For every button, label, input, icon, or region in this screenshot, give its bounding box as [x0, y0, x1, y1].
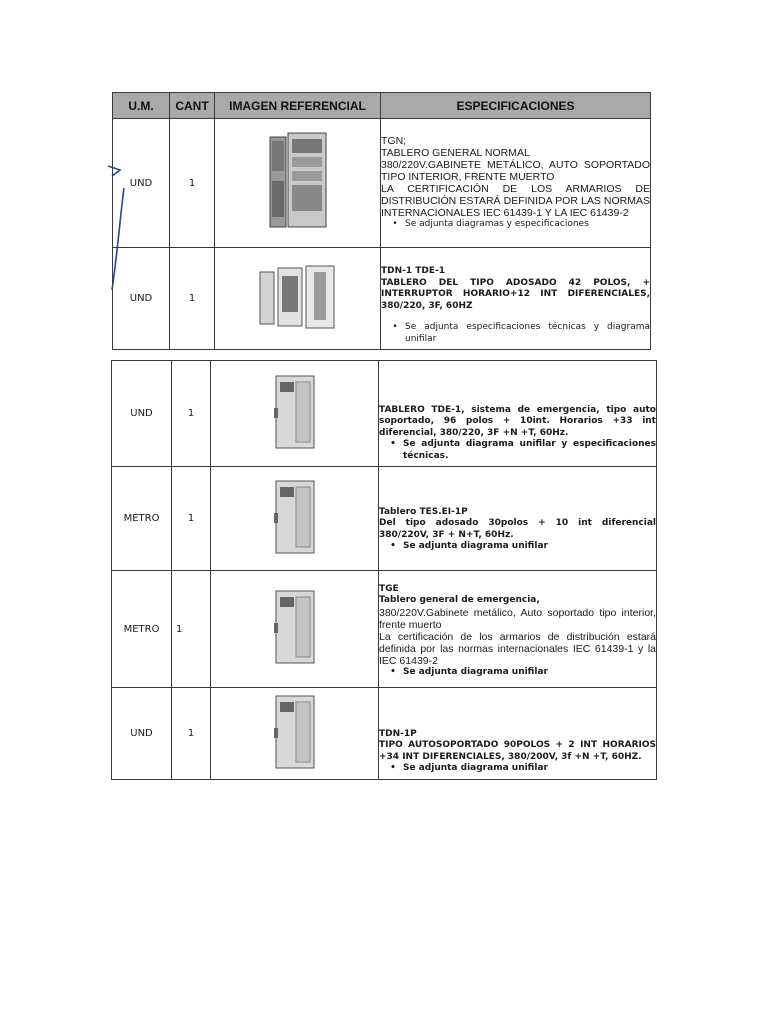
row-spec: [381, 119, 651, 248]
spec-line: Tablero general de emergencia,: [379, 595, 540, 606]
row-spec: [381, 248, 651, 350]
table-row: [112, 571, 657, 688]
cabinet-icon: [272, 479, 318, 555]
spec-line: 380/220V.Gabinete metálico, Auto soportado tipo interior, frente muerto: [379, 606, 656, 631]
row-um: METRO: [112, 571, 172, 688]
row-cant: 1: [170, 119, 215, 248]
row-image: [215, 119, 381, 248]
row-um: UND: [113, 119, 170, 248]
spec-bullet: • Se adjunta diagrama unifilar: [379, 667, 656, 679]
spec-line: TABLERO TDE-1, sistema de emergencia, tipo auto soportado, 96 polos + 10int. Horarios +33 int diferencial, 380/220, 3F +N +T, 60Hz.: [379, 404, 656, 438]
table-row: [112, 688, 657, 780]
cabinet-icon: [272, 589, 318, 665]
spec-bullet: • Se adjunta diagrama unifilar: [379, 541, 656, 553]
spec-line: TDN-1 TDE-1: [381, 266, 446, 276]
spec-line: TDN-1P: [379, 728, 417, 739]
row-um: UND: [112, 688, 172, 780]
cabinet-pair-icon: [268, 131, 328, 231]
spec-line: TGN;: [381, 135, 407, 148]
spec-line: 380/220V.GABINETE METÁLICO, AUTO SOPORTADO TIPO INTERIOR, FRENTE MUERTO: [381, 159, 650, 184]
spec-table-1: [112, 92, 651, 350]
table-row: [113, 119, 651, 248]
header-imagen: IMAGEN REFERENCIAL: [215, 93, 381, 119]
header-um: U.M.: [113, 93, 170, 119]
row-um: UND: [113, 248, 170, 350]
row-spec: [379, 688, 657, 780]
spec-line: Tablero TES.EI-1P: [379, 506, 468, 517]
cabinet-icon: [272, 374, 318, 450]
table-row: [112, 467, 657, 571]
row-um: UND: [112, 361, 172, 467]
spec-bullet: • Se adjunta especificaciones técnicas y diagrama unifilar: [381, 322, 650, 345]
row-image: [211, 467, 379, 571]
spec-bullet: • Se adjunta diagrama unifilar: [379, 763, 656, 775]
spec-bullet: • Se adjunta diagramas y especificaciones: [381, 219, 650, 231]
row-image: [211, 361, 379, 467]
row-spec: [379, 467, 657, 571]
spec-line: Del tipo adosado 30polos + 10 int diferencial 380/220V, 3F + N+T, 60Hz.: [379, 518, 656, 540]
spec-line: TABLERO DEL TIPO ADOSADO 42 POLOS, + INTERRUPTOR HORARIO+12 INT DIFERENCIALES, 380/220, 3F, 60HZ: [381, 277, 650, 311]
row-cant: 1: [170, 248, 215, 350]
row-image: [211, 571, 379, 688]
table-header: [113, 93, 651, 119]
row-cant: 1: [172, 467, 211, 571]
spec-line: TABLERO GENERAL NORMAL: [381, 147, 530, 160]
row-image: [211, 688, 379, 780]
spec-line: TGE: [379, 583, 399, 594]
spec-line: TIPO AUTOSOPORTADO 90POLOS + 2 INT HORARIOS +34 INT DIFERENCIALES, 380/200V, 3f +N +T, 60HZ.: [379, 740, 656, 762]
table-row: [113, 248, 651, 350]
cabinet-icon: [272, 694, 318, 770]
spec-bullet: • Se adjunta diagrama unifilar y especificaciones técnicas.: [379, 439, 656, 462]
spec-line: LA CERTIFICACIÓN DE LOS ARMARIOS DE DISTRIBUCIÓN ESTARÁ DEFINIDA POR LAS NORMAS INTERNACIONALES IEC 61439-1 Y LA IEC 61439-2: [381, 183, 650, 220]
row-image: [215, 248, 381, 350]
spec-line: La certificación de los armarios de distribución estará definida por las normas internacionales IEC 61439-1 y la IEC 61439-2: [379, 630, 656, 667]
table-row: [112, 361, 657, 467]
wall-panel-icon: [258, 264, 338, 330]
row-cant: 1: [172, 361, 211, 467]
header-especificaciones: ESPECIFICACIONES: [381, 93, 651, 119]
row-spec: [379, 361, 657, 467]
row-spec: [379, 571, 657, 688]
spec-table-2: [111, 360, 657, 780]
header-cant: CANT: [170, 93, 215, 119]
row-cant: 1: [172, 688, 211, 780]
row-um: METRO: [112, 467, 172, 571]
row-cant: 1: [172, 571, 211, 688]
